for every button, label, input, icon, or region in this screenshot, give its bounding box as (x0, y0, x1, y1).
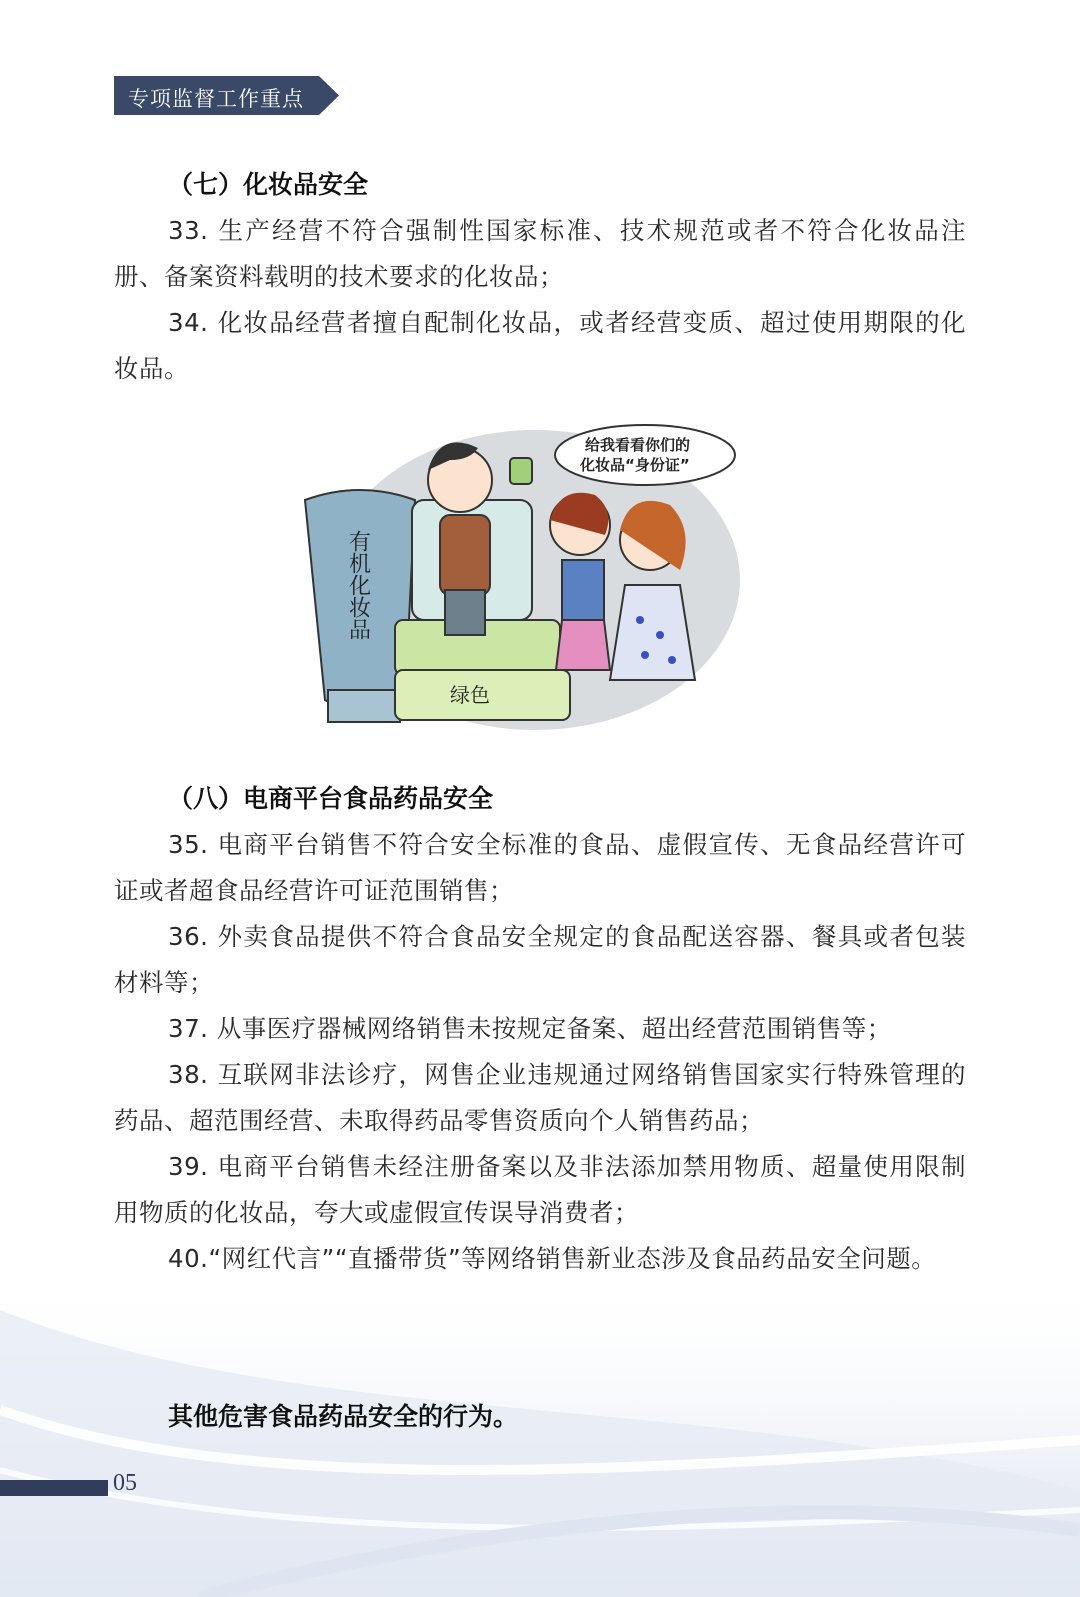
item-35: 35. 电商平台销售不符合安全标准的食品、虚假宣传、无食品经营许可证或者超食品经营许可证范围销售； (114, 830, 966, 905)
section-cosmetics (114, 162, 966, 392)
background-waves (0, 1270, 1080, 1597)
speech-line-1: 给我看看你们的 (585, 436, 691, 454)
item-34: 34. 化妆品经营者擅自配制化妆品，或者经营变质、超过使用期限的化妆品。 (114, 308, 966, 383)
item-33: 33. 生产经营不符合强制性国家标准、技术规范或者不符合化妆品注册、备案资料载明的技术要求的化妆品； (114, 216, 966, 291)
other-violations-text: 其他危害食品药品安全的行为。 (168, 1402, 519, 1431)
page-number-bar (0, 1480, 108, 1496)
item-36: 36. 外卖食品提供不符合食品安全规定的食品配送容器、餐具或者包装材料等； (114, 922, 966, 997)
section-header-tab (114, 76, 344, 115)
section-title-cosmetics: （七）化妆品安全 (168, 170, 369, 199)
jar-label: 绿色 (450, 683, 490, 707)
tube-label: 有机化妆品 (345, 530, 371, 640)
item-40: 40.“网红代言”“直播带货”等网络销售新业态涉及食品药品安全问题。 (168, 1244, 937, 1273)
cosmetics-illustration (300, 420, 770, 740)
item-37: 37. 从事医疗器械网络销售未按规定备案、超出经营范围销售等； (168, 1014, 892, 1043)
item-38: 38. 互联网非法诊疗，网售企业违规通过网络销售国家实行特殊管理的药品、超范围经营、未取得药品零售资质向个人销售药品； (114, 1060, 966, 1135)
section-ecommerce (114, 776, 966, 1282)
header-tab-label: 专项监督工作重点 (128, 87, 304, 111)
section-title-ecommerce: （八）电商平台食品药品安全 (168, 784, 494, 813)
page-number: 05 (113, 1470, 137, 1496)
speech-line-2: 化妆品“身份证” (580, 456, 690, 474)
item-39: 39. 电商平台销售未经注册备案以及非法添加禁用物质、超量使用限制用物质的化妆品，夸大或虚假宣传误导消费者； (114, 1152, 966, 1227)
